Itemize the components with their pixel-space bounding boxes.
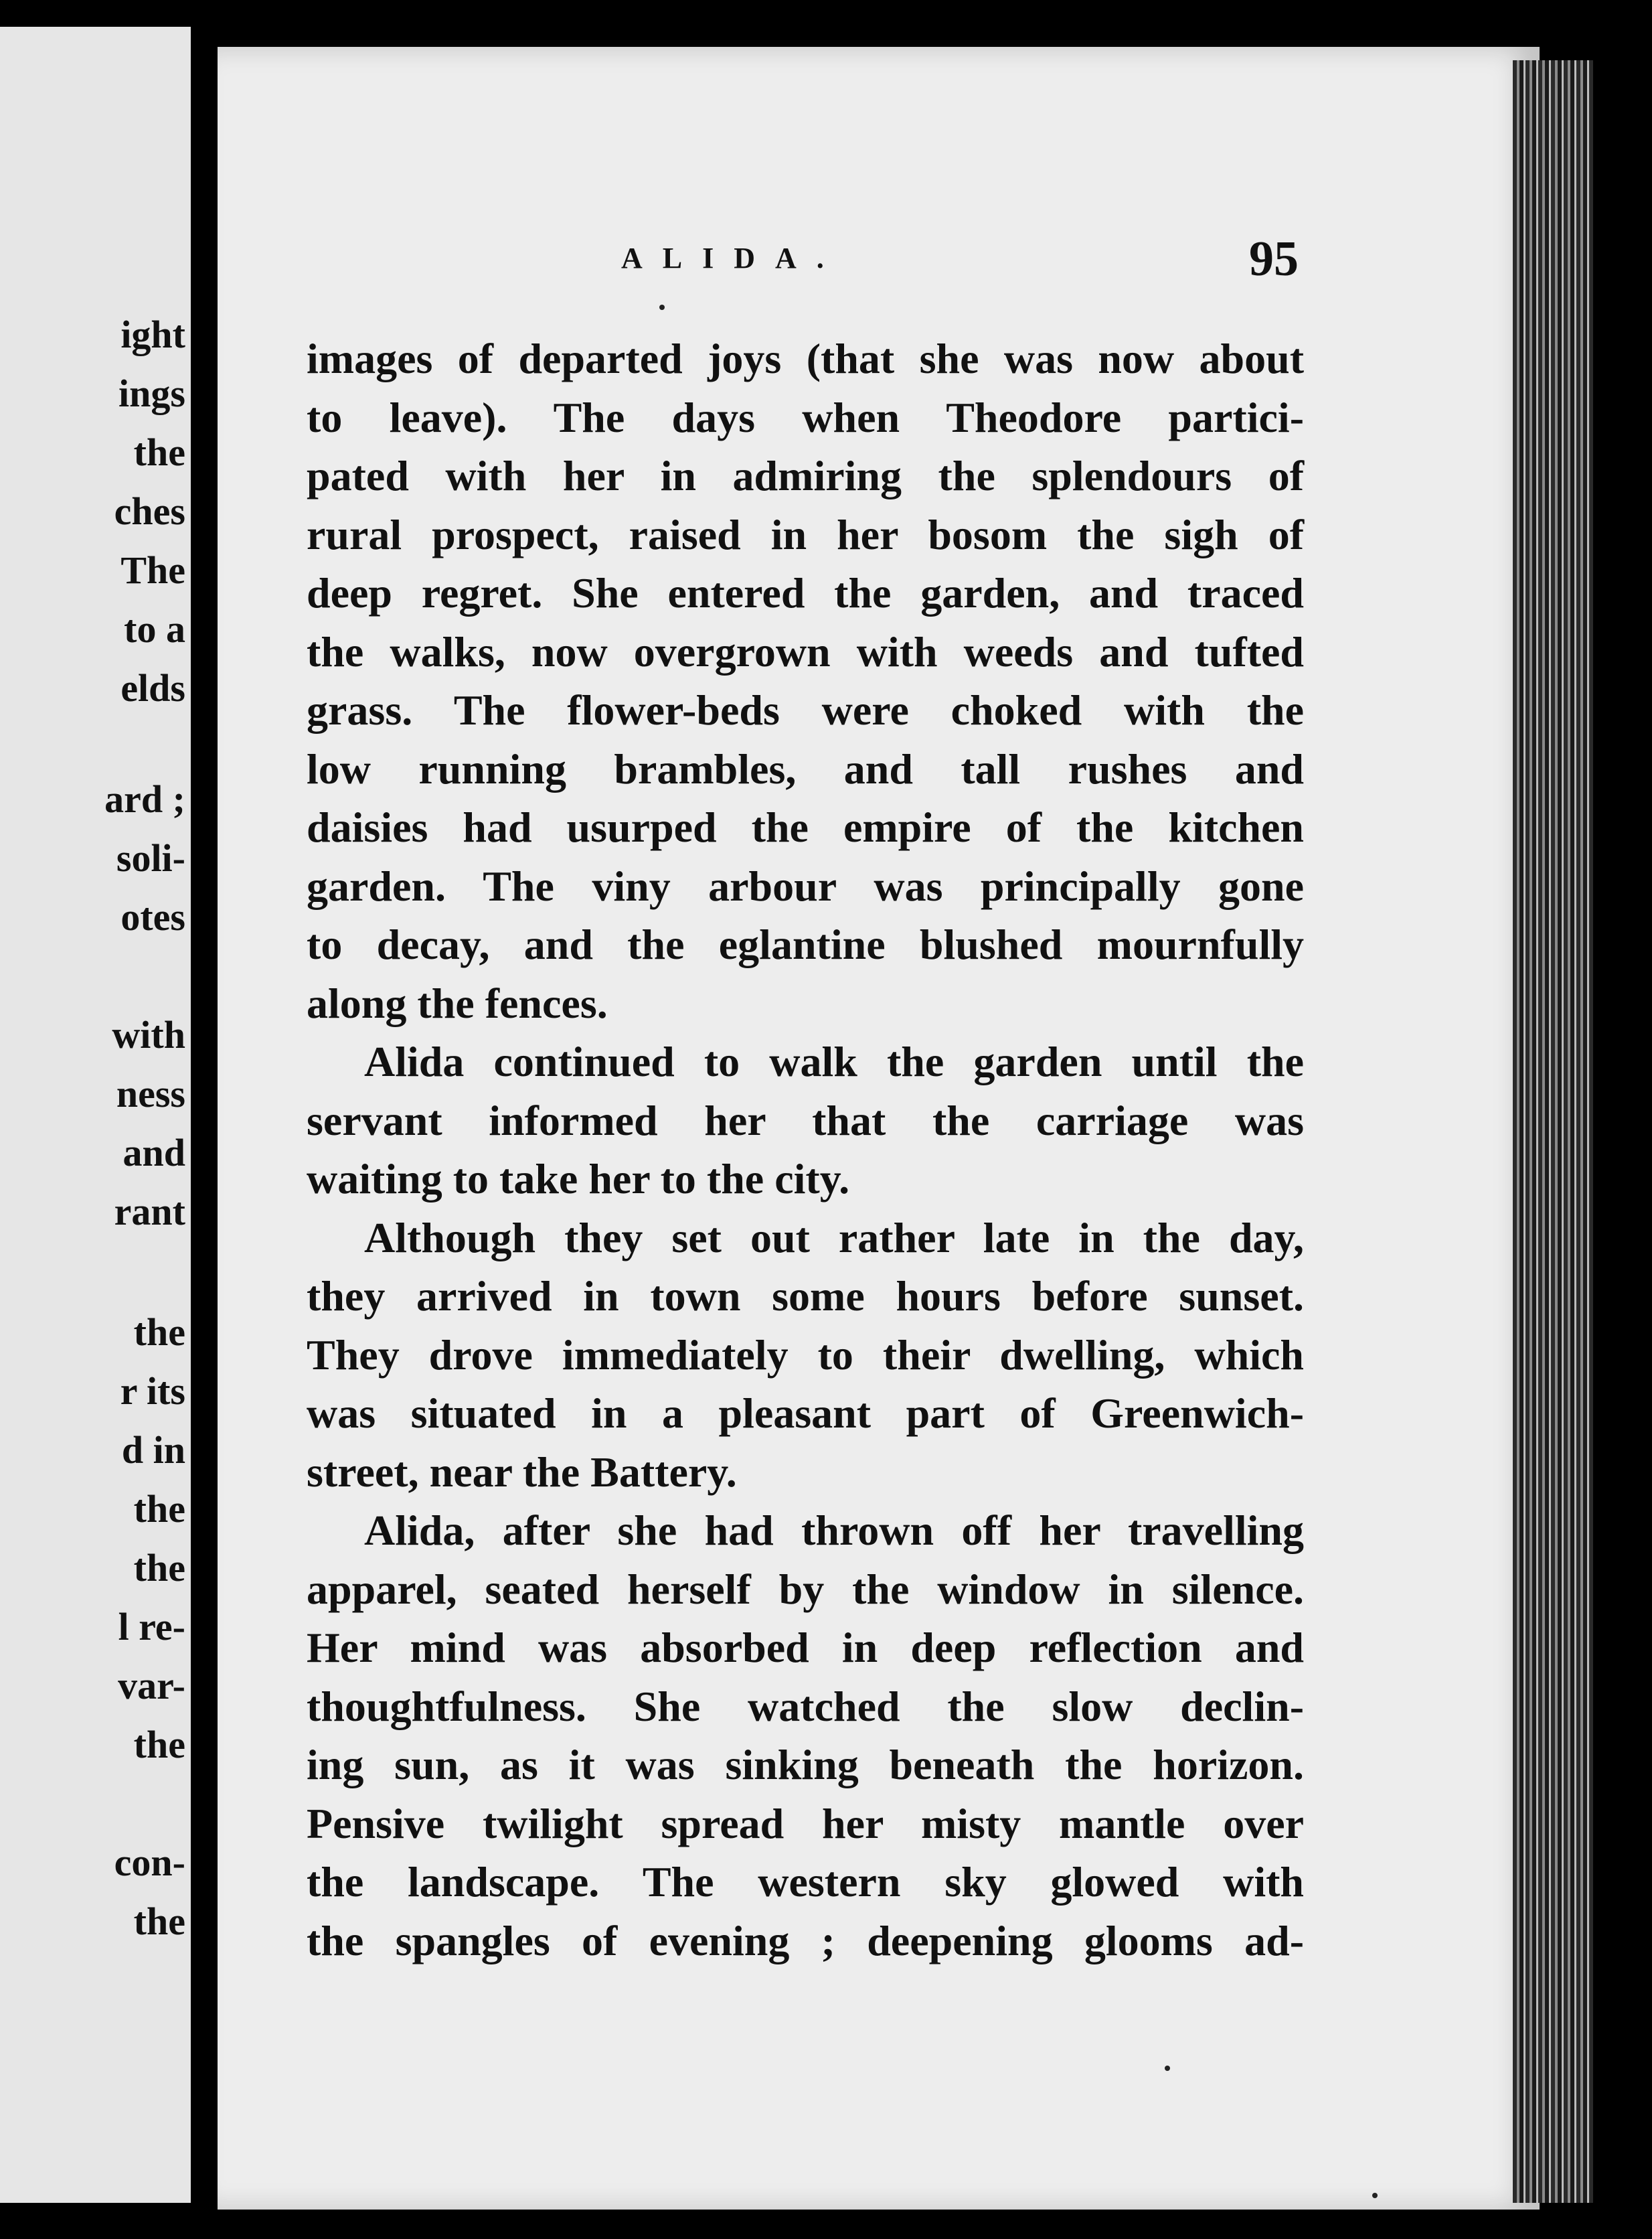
left-page-fragment: otes <box>120 895 185 939</box>
print-speck <box>659 305 665 310</box>
left-facing-page <box>0 27 191 2203</box>
left-page-fragment: l re- <box>118 1605 185 1648</box>
left-page-fragment: the <box>133 1723 185 1766</box>
text-line: they arrived in town some hours before sunset. <box>307 1272 1304 1320</box>
text-line: Her mind was absorbed in deep reflection and <box>307 1624 1304 1671</box>
left-page-fragment: ard ; <box>104 777 185 821</box>
left-page-fragment: soli- <box>116 836 185 880</box>
text-line: Alida, after she had thrown off her travelling <box>364 1507 1304 1554</box>
left-page-fragment: the <box>133 1900 185 1943</box>
text-line: thoughtfulness. She watched the slow declin- <box>307 1682 1304 1730</box>
left-page-fragment: ings <box>118 372 185 415</box>
text-line: apparel, seated herself by the window in silence. <box>307 1565 1304 1613</box>
print-speck <box>1372 2193 1378 2198</box>
text-line: grass. The flower-beds were choked with the <box>307 686 1304 734</box>
text-line: to decay, and the eglantine blushed mournfully <box>307 921 1304 968</box>
text-line: servant informed her that the carriage was <box>307 1096 1304 1144</box>
text-line: pated with her in admiring the splendours of <box>307 452 1304 499</box>
text-line: Alida continued to walk the garden until the <box>364 1038 1304 1085</box>
left-page-fragment: the <box>133 1487 185 1531</box>
page-edges <box>1513 60 1593 2203</box>
left-page-fragment: rant <box>114 1190 185 1233</box>
text-line: Although they set out rather late in the day, <box>364 1213 1304 1261</box>
text-line: street, near the Battery. <box>307 1448 737 1496</box>
text-line: rural prospect, raised in her bosom the sigh of <box>307 510 1304 558</box>
left-page-fragment: the <box>133 431 185 474</box>
text-line: low running brambles, and tall rushes and <box>307 745 1304 793</box>
left-page-fragment: d in <box>121 1428 185 1472</box>
book-gutter <box>191 20 218 2223</box>
text-line: waiting to take her to the city. <box>307 1155 850 1203</box>
text-line: images of departed joys (that she was now about <box>307 335 1304 382</box>
left-page-fragment: ness <box>116 1072 185 1115</box>
text-line: garden. The viny arbour was principally gone <box>307 862 1304 910</box>
body-text <box>307 329 1304 1970</box>
print-speck <box>1165 2066 1170 2071</box>
left-page-fragment: elds <box>120 666 185 710</box>
text-line: Pensive twilight spread her misty mantle over <box>307 1799 1304 1847</box>
text-line: deep regret. She entered the garden, and traced <box>307 569 1304 617</box>
text-line: the spangles of evening ; deepening glooms ad- <box>307 1916 1304 1964</box>
left-page-fragment: with <box>112 1013 185 1057</box>
left-page-fragment: ches <box>114 489 185 533</box>
text-line: along the fences. <box>307 979 608 1027</box>
left-page-fragment: the <box>133 1546 185 1590</box>
page-number: 95 <box>1249 232 1299 287</box>
text-line: the walks, now overgrown with weeds and tufted <box>307 627 1304 676</box>
left-page-fragment: The <box>120 548 185 592</box>
left-page-fragment: to a <box>124 607 185 651</box>
text-line: daisies had usurped the empire of the kitchen <box>307 803 1304 851</box>
running-head: ALIDA. <box>621 242 844 275</box>
text-line: was situated in a pleasant part of Greenwich- <box>307 1389 1304 1437</box>
text-line: to leave). The days when Theodore partici- <box>307 393 1304 441</box>
left-page-fragment: the <box>133 1310 185 1354</box>
text-line: the landscape. The western sky glowed with <box>307 1858 1304 1906</box>
left-page-fragment: r its <box>120 1369 185 1413</box>
left-page-fragment: ight <box>120 313 185 356</box>
left-page-fragment: and <box>122 1131 185 1174</box>
text-line: ing sun, as it was sinking beneath the horizon. <box>307 1741 1304 1788</box>
left-page-fragment: var- <box>118 1664 185 1707</box>
left-page-fragment: con- <box>114 1841 185 1884</box>
text-line: They drove immediately to their dwelling, which <box>307 1330 1304 1379</box>
